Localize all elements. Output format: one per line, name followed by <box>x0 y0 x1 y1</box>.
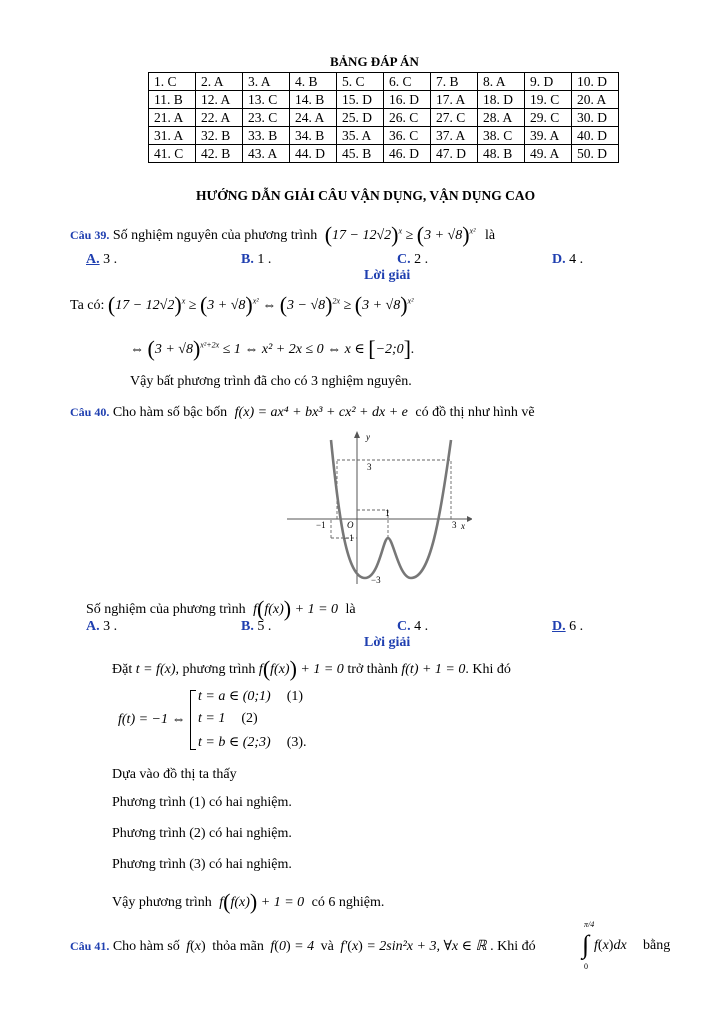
q40-solution-step1: Đặt t = f(x), phương trình f(f(x)) + 1 = 0 trở thành f(t) + 1 = 0. Khi đó <box>112 656 511 681</box>
answer-cell: 35. A <box>337 127 384 145</box>
x-axis-arrow-icon <box>467 516 472 522</box>
answer-cell: 48. B <box>478 145 525 163</box>
q40-solution-label: Lời giải <box>364 635 411 650</box>
answer-cell: 26. C <box>384 109 431 127</box>
section-title: HƯỚNG DẪN GIẢI CÂU VẬN DỤNG, VẬN DỤNG CAO <box>196 188 536 203</box>
answer-cell: 2. A <box>196 73 243 91</box>
answer-cell: 34. B <box>290 127 337 145</box>
answer-cell: 46. D <box>384 145 431 163</box>
q39-solution-label: Lời giải <box>364 268 411 283</box>
answer-cell: 44. D <box>290 145 337 163</box>
q41-statement: Câu 41. Cho hàm số f(x) thỏa mãn f(0) = 4 và f′(x) = 2sin²x + 3, ∀x ∈ ℝ . Khi đó <box>70 939 536 954</box>
q40-option-b: B. 5 . <box>241 619 272 634</box>
answer-cell: 38. C <box>478 127 525 145</box>
q40-system-lhs: f(t) = −1 ⇔ <box>118 712 186 727</box>
answer-cell: 28. A <box>478 109 525 127</box>
answer-table-row <box>149 145 619 163</box>
graph-label-x3: 3 <box>452 520 457 530</box>
q39-option-c: C. 2 . <box>397 252 429 267</box>
q40-graph <box>287 430 472 585</box>
answer-cell: 23. C <box>243 109 290 127</box>
q40-case1: t = a ∈ (0;1) (1) <box>198 689 304 704</box>
answer-cell: 1. C <box>149 73 196 91</box>
answer-cell: 25. D <box>337 109 384 127</box>
answer-table-row <box>149 91 619 109</box>
answer-cell: 39. A <box>525 127 572 145</box>
graph-label-yneg1: −1 <box>344 533 354 543</box>
answer-cell: 43. A <box>243 145 290 163</box>
answer-cell: 7. B <box>431 73 478 91</box>
answer-cell: 13. C <box>243 91 290 109</box>
q39-option-a: A. 3 . <box>86 252 118 267</box>
answer-cell: 9. D <box>525 73 572 91</box>
graph-label-xneg1: −1 <box>316 520 326 530</box>
answer-table-row <box>149 109 619 127</box>
q39-statement <box>70 222 495 248</box>
graph-label-y3: 3 <box>367 462 372 472</box>
answer-cell: 4. B <box>290 73 337 91</box>
graph-label-origin: O <box>347 520 354 530</box>
answer-cell: 49. A <box>525 145 572 163</box>
answer-cell: 30. D <box>572 109 619 127</box>
q39-text: Số nghiệm nguyên của phương trình <box>112 228 318 243</box>
q40-option-a: A. 3 . <box>86 619 118 634</box>
answer-table-row <box>149 127 619 145</box>
answer-cell: 17. A <box>431 91 478 109</box>
q40-eq3: Phương trình (3) có hai nghiệm. <box>112 857 292 872</box>
answer-cell: 6. C <box>384 73 431 91</box>
answer-cell: 15. D <box>337 91 384 109</box>
answer-cell: 14. B <box>290 91 337 109</box>
q40-question: Số nghiệm của phương trình f(f(x)) + 1 = 0 là <box>86 596 356 621</box>
q40-option-c: C. 4 . <box>397 619 429 634</box>
q41-label: Câu 41. <box>70 939 110 953</box>
answer-cell: 29. C <box>525 109 572 127</box>
answer-cell: 42. B <box>196 145 243 163</box>
q40-option-d: D. 6 . <box>552 619 584 634</box>
answer-cell: 8. A <box>478 73 525 91</box>
answer-cell: 32. B <box>196 127 243 145</box>
q39-option-d: D. 4 . <box>552 252 584 267</box>
answer-table <box>148 72 619 163</box>
answer-cell: 18. D <box>478 91 525 109</box>
answer-cell: 40. D <box>572 127 619 145</box>
q40-eq2: Phương trình (2) có hai nghiệm. <box>112 826 292 841</box>
q39-solution-step1: Ta có: $(17 - 12√2)^x \ge (3 + √8)^{x^2}$ ⇔ $(3 - √8)^{2x} \ge (3 + √8)^{x^2}$ <box>70 292 414 317</box>
answer-cell: 24. A <box>290 109 337 127</box>
answer-cell: 33. B <box>243 127 290 145</box>
answer-cell: 31. A <box>149 127 196 145</box>
answer-cell: 22. A <box>196 109 243 127</box>
answer-cell: 19. C <box>525 91 572 109</box>
answer-table-row <box>149 73 619 91</box>
answer-cell: 5. C <box>337 73 384 91</box>
answer-table-title: BẢNG ĐÁP ÁN <box>330 54 419 69</box>
q40-based: Dựa vào đồ thị ta thấy <box>112 767 237 782</box>
q39-option-b: B. 1 . <box>241 252 272 267</box>
q40-label: Câu 40. <box>70 405 110 419</box>
y-axis-arrow-icon <box>354 431 360 438</box>
q40-case2: t = 1 (2) <box>198 711 258 726</box>
q39-label: Câu 39. <box>70 228 110 242</box>
q40-case3: t = b ∈ (2;3) (3). <box>198 735 307 750</box>
answer-cell: 20. A <box>572 91 619 109</box>
q40-eq1: Phương trình (1) có hai nghiệm. <box>112 795 292 810</box>
answer-cell: 36. C <box>384 127 431 145</box>
answer-cell: 45. B <box>337 145 384 163</box>
answer-cell: 3. A <box>243 73 290 91</box>
graph-label-y: y <box>366 432 370 442</box>
answer-cell: 21. A <box>149 109 196 127</box>
graph-label-x: x <box>461 521 465 531</box>
answer-cell: 11. B <box>149 91 196 109</box>
graph-label-x1: 1 <box>385 508 390 518</box>
answer-cell: 37. A <box>431 127 478 145</box>
q39-text-end: là <box>485 228 496 243</box>
quartic-curve <box>331 440 451 578</box>
q41-text-end: bằng <box>643 938 671 953</box>
answer-cell: 10. D <box>572 73 619 91</box>
q40-system-brace <box>190 690 196 750</box>
answer-cell: 16. D <box>384 91 431 109</box>
q39-inequality: $(17 - 12√2)^x \ge (3 + √8)^{x^2}$ <box>324 222 476 247</box>
answer-cell: 47. D <box>431 145 478 163</box>
graph-label-yneg3: −3 <box>371 575 381 585</box>
answer-cell: 50. D <box>572 145 619 163</box>
answer-cell: 12. A <box>196 91 243 109</box>
q39-conclusion: Vậy bất phương trình đã cho có 3 nghiệm nguyên. <box>130 374 412 389</box>
answer-cell: 27. C <box>431 109 478 127</box>
answer-cell: 41. C <box>149 145 196 163</box>
q39-solution-step2: ⇔ $(3 + √8)^{x^2+2x} \le 1$ ⇔ x² + 2x ≤ 0 ⇔ x ∈ [−2;0]. <box>130 336 415 361</box>
q40-final: Vậy phương trình f(f(x)) + 1 = 0 có 6 nghiệm. <box>112 889 385 914</box>
q40-statement: Câu 40. Cho hàm số bậc bốn f(x) = ax⁴ + bx³ + cx² + dx + e có đồ thị như hình vẽ <box>70 405 535 420</box>
